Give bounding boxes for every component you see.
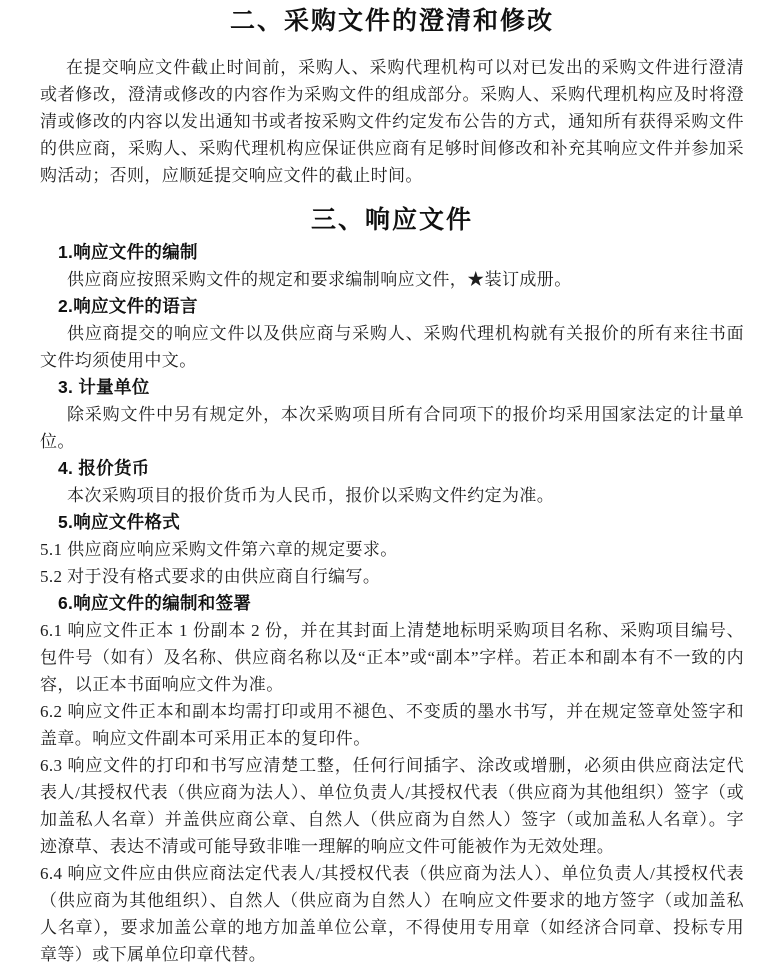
- paragraph-item-4: 本次采购项目的报价货币为人民币，报价以采购文件约定为准。: [67, 486, 555, 505]
- paragraph-item-2: 供应商提交的响应文件以及供应商与采购人、采购代理机构就有关报价的所有来往书面文件均须使用中文。: [40, 324, 744, 370]
- clause-5-1: 5.1 供应商应响应采购文件第六章的规定要求。: [40, 540, 398, 559]
- heading-item-1: 1.响应文件的编制: [58, 242, 198, 262]
- paragraph-item-1: 供应商应按照采购文件的规定和要求编制响应文件，★装订成册。: [67, 270, 572, 289]
- clause-6-2: 6.2 响应文件正本和副本均需打印或用不褪色、不变质的墨水书写，并在规定签章处签字和盖章。响应文件副本可采用正本的复印件。: [40, 702, 744, 748]
- paragraph-item-3: 除采购文件中另有规定外，本次采购项目所有合同项下的报价均采用国家法定的计量单位。: [40, 405, 744, 451]
- heading-item-4: 4. 报价货币: [58, 458, 150, 478]
- clause-6-4: 6.4 响应文件应由供应商法定代表人/其授权代表（供应商为法人）、单位负责人/其授权代表（供应商为其他组织）、自然人（供应商为自然人）在响应文件要求的地方签字（或加盖私人名章），要求加盖公章的地方加盖单位公章，不得使用专用章（如经济合同章、投标专用章等）或下属单位印章代替。: [40, 864, 744, 964]
- section2-paragraph: 在提交响应文件截止时间前，采购人、采购代理机构可以对已发出的采购文件进行澄清或者修改，澄清或修改的内容作为采购文件的组成部分。采购人、采购代理机构应及时将澄清或修改的内容以发出通知书或者按采购文件约定发布公告的方式，通知所有获得采购文件的供应商，采购人、采购代理机构应保证供应商有足够时间修改和补充其响应文件并参加采购活动；否则，应顺延提交响应文件的截止时间。: [40, 58, 744, 185]
- clause-5-2: 5.2 对于没有格式要求的由供应商自行编写。: [40, 567, 381, 586]
- heading-item-6: 6.响应文件的编制和签署: [58, 593, 252, 613]
- section3-title: 三、响应文件: [310, 206, 473, 234]
- heading-item-3: 3. 计量单位: [58, 377, 150, 397]
- section2-title: 二、采购文件的澄清和修改: [229, 7, 554, 35]
- heading-item-5: 5.响应文件格式: [58, 512, 180, 532]
- heading-item-2: 2.响应文件的语言: [58, 296, 198, 316]
- clause-6-1: 6.1 响应文件正本 1 份副本 2 份，并在其封面上清楚地标明采购项目名称、采购项目编号、包件号（如有）及名称、供应商名称以及“正本”或“副本”字样。若正本和副本有不一致的内容，以正本书面响应文件为准。: [40, 621, 744, 694]
- clause-6-3: 6.3 响应文件的打印和书写应清楚工整，任何行间插字、涂改或增删，必须由供应商法定代表人/其授权代表（供应商为法人）、单位负责人/其授权代表（供应商为其他组织）签字（或加盖私人名章）并盖供应商公章、自然人（供应商为自然人）签字（或加盖私人名章）。字迹潦草、表达不清或可能导致非唯一理解的响应文件可能被作为无效处理。: [40, 756, 744, 856]
